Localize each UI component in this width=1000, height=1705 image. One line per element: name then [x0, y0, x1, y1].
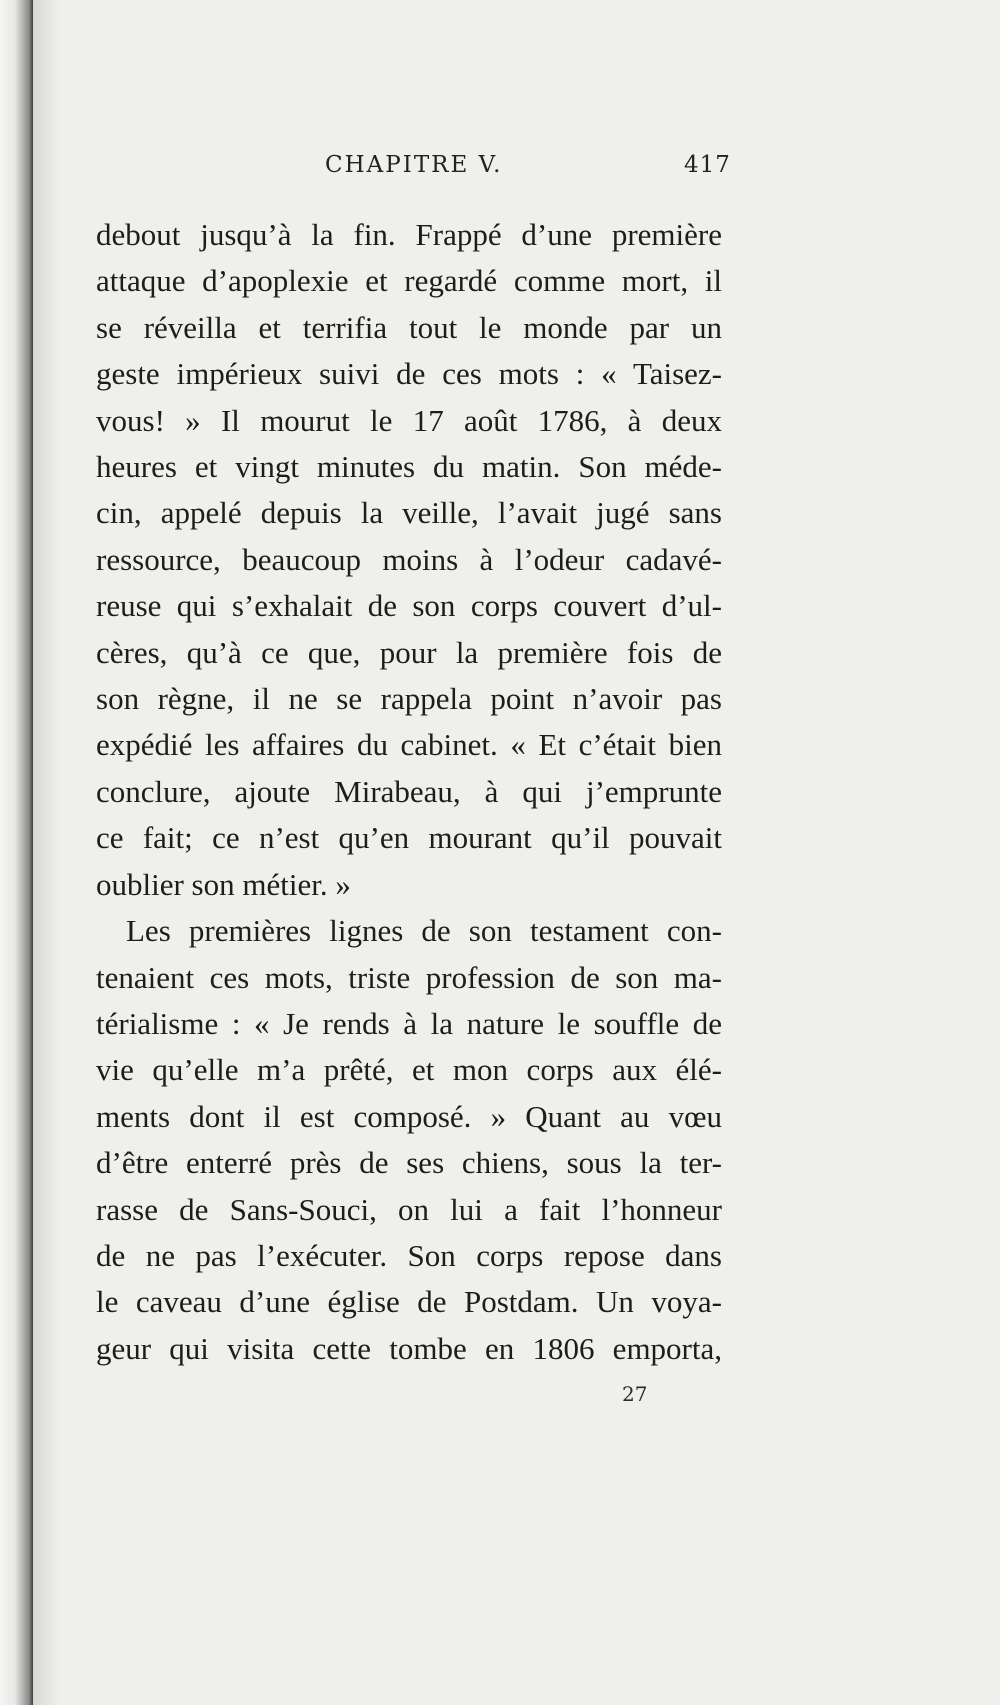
page-header	[0, 152, 1000, 192]
body-text	[96, 212, 722, 1372]
text-line: heures et vingt minutes du matin. Son méde-	[96, 449, 722, 485]
text-line: son règne, il ne se rappela point n’avoir pas	[96, 681, 722, 717]
text-line: attaque d’apoplexie et regardé comme mort, il	[96, 263, 722, 299]
text-line: ments dont il est composé. » Quant au vœu	[96, 1098, 722, 1134]
text-line: expédié les affaires du cabinet. « Et c’était bien	[96, 727, 722, 763]
text-line: cin, appelé depuis la veille, l’avait jugé sans	[96, 495, 722, 531]
text-line: tenaient ces mots, triste profession de son ma-	[96, 959, 722, 995]
text-line: vie qu’elle m’a prêté, et mon corps aux élé-	[96, 1052, 722, 1088]
text-line: vous! » Il mourut le 17 août 1786, à deux	[96, 402, 722, 438]
running-title: CHAPITRE V.	[325, 152, 503, 178]
text-line: debout jusqu’à la fin. Frappé d’une première	[96, 217, 722, 252]
text-line: se réveilla et terrifia tout le monde par un	[96, 309, 722, 345]
text-line: geur qui visita cette tombe en 1806 emporta,	[96, 1330, 722, 1366]
text-line: d’être enterré près de ses chiens, sous la ter-	[96, 1145, 722, 1181]
text-line: de ne pas l’exécuter. Son corps repose dans	[96, 1237, 722, 1273]
text-line: conclure, ajoute Mirabeau, à qui j’emprunte	[96, 773, 722, 809]
binding-shadow	[33, 0, 59, 1705]
text-line: Les premières lignes de son testament con-	[126, 913, 722, 949]
text-line: ce fait; ce n’est qu’en mourant qu’il pouvait	[96, 820, 722, 856]
text-line: reuse qui s’exhalait de son corps couvert d’ul-	[96, 588, 722, 624]
text-line: rasse de Sans-Souci, on lui a fait l’honneur	[96, 1191, 722, 1227]
text-line: cères, qu’à ce que, pour la première fois de	[96, 634, 722, 670]
text-line: térialisme : « Je rends à la nature le souffle de	[96, 1005, 722, 1041]
text-line: le caveau d’une église de Postdam. Un voya-	[96, 1284, 722, 1320]
page-number: 417	[684, 152, 731, 178]
text-line: oublier son métier. »	[96, 866, 351, 902]
text-line: ressource, beaucoup moins à l’odeur cadavé-	[96, 541, 722, 577]
signature-mark: 27	[622, 1382, 648, 1406]
text-line: geste impérieux suivi de ces mots : « Taisez-	[96, 356, 722, 392]
binding-edge	[0, 0, 33, 1705]
